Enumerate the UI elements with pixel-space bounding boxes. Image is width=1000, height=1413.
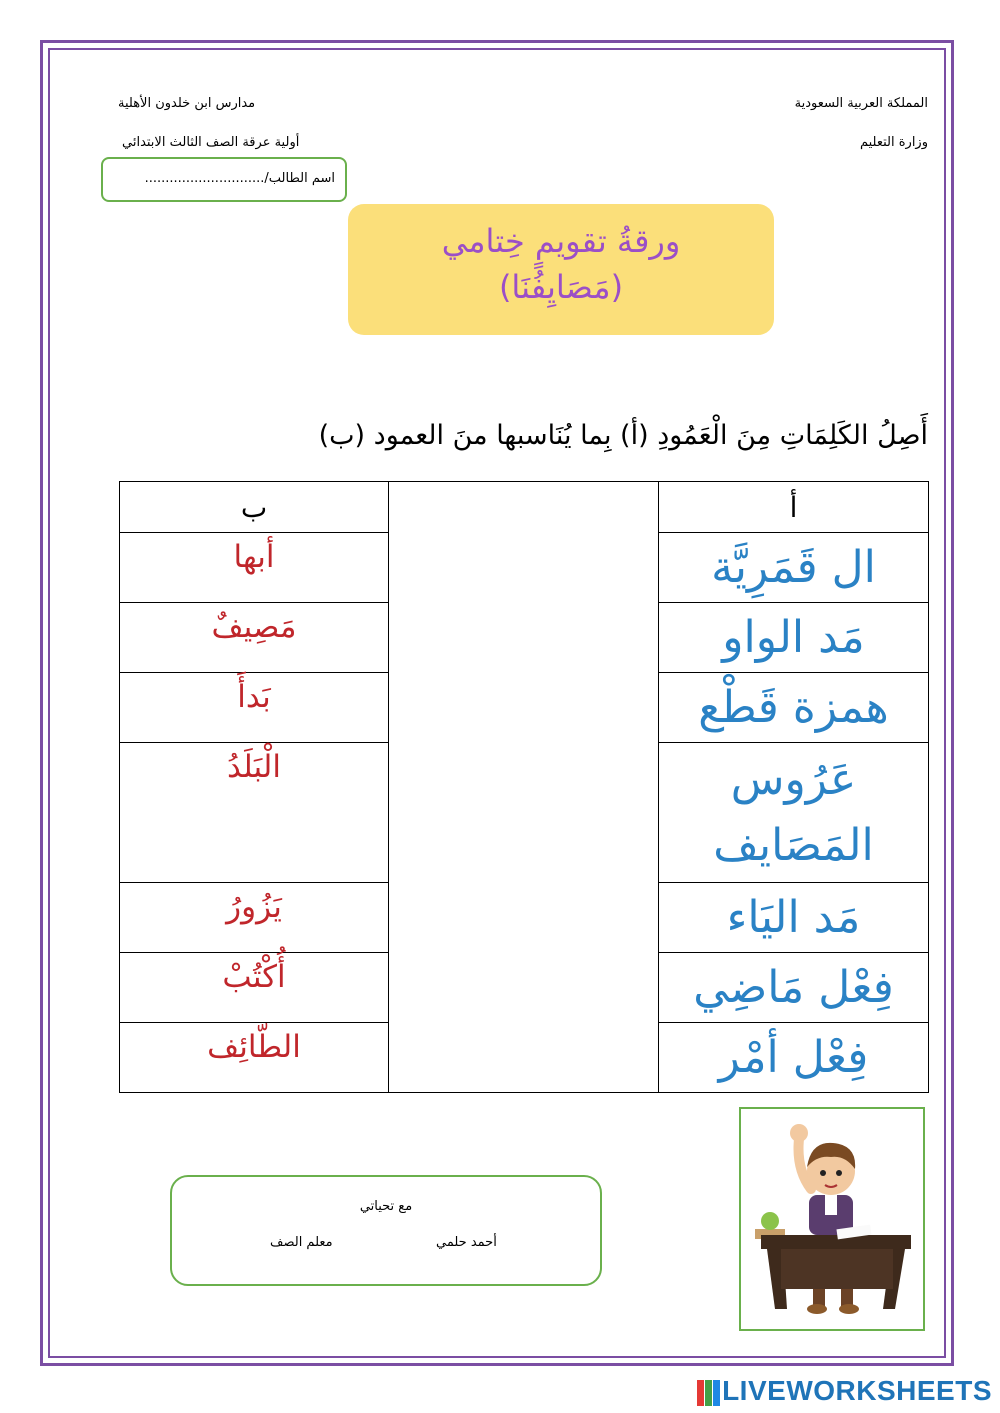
liveworksheets-brand[interactable]: LIVEWORKSHEETS bbox=[722, 1375, 992, 1406]
header-school: مدارس ابن خلدون الأهلية bbox=[118, 96, 256, 111]
header-worksheet-info: أولية عرقة الصف الثالث الابتدائي bbox=[122, 135, 300, 150]
column-b-item[interactable]: مَصِيفٌ bbox=[120, 603, 389, 673]
signature-greeting: مع تحياتي bbox=[359, 1199, 413, 1214]
header-ministry: وزارة التعليم bbox=[859, 135, 928, 150]
drawing-area[interactable] bbox=[389, 482, 659, 1093]
column-a-item[interactable]: فِعْل أمْر bbox=[659, 1023, 929, 1093]
title-main: ورقةُ تقويمٍ خِتامي bbox=[441, 222, 681, 260]
column-b-header: ب bbox=[120, 482, 389, 533]
student-at-desk-icon bbox=[741, 1109, 923, 1329]
column-b-item[interactable]: بَدأَ bbox=[120, 673, 389, 743]
liveworksheets-logo-icon bbox=[697, 1380, 721, 1406]
column-a-item[interactable]: مَد اليَاء bbox=[659, 883, 929, 953]
column-b-item[interactable]: يَزُورُ bbox=[120, 883, 389, 953]
column-b-item[interactable]: أبها bbox=[120, 533, 389, 603]
column-a-item[interactable]: فِعْل مَاضِي bbox=[659, 953, 929, 1023]
student-illustration bbox=[739, 1107, 925, 1331]
instruction-text: أَصِلُ الكَلِمَاتِ مِنَ الْعَمُودِ (أ) بِما يُنَاسبها منَ العمود (ب) bbox=[318, 420, 928, 451]
column-a-header: أ bbox=[659, 482, 929, 533]
signature-box bbox=[170, 1175, 602, 1286]
column-a-item[interactable]: عَرُوس المَصَايف bbox=[659, 743, 929, 883]
signature-teacher-role: معلم الصف bbox=[270, 1235, 333, 1250]
header-country: المملكة العربية السعودية bbox=[794, 96, 928, 111]
column-b-item[interactable]: الْبَلَدُ bbox=[120, 743, 389, 883]
title-box bbox=[348, 204, 774, 335]
column-a-item[interactable]: همزة قَطْع bbox=[659, 673, 929, 743]
column-a-item[interactable]: ال قَمَرِيَّة bbox=[659, 533, 929, 603]
column-b-item[interactable]: أُكْتُبْ bbox=[120, 953, 389, 1023]
title-subtitle: (مَصَايِفُنَا) bbox=[498, 268, 624, 306]
student-name-field[interactable] bbox=[101, 157, 347, 202]
signature-teacher-name: أحمد حلمي bbox=[436, 1235, 497, 1250]
matching-table bbox=[119, 481, 929, 1093]
column-a-item[interactable]: مَد الواو bbox=[659, 603, 929, 673]
column-b-item[interactable]: الطّائِف bbox=[120, 1023, 389, 1093]
student-name-label: اسم الطالب/............................. bbox=[144, 171, 335, 186]
